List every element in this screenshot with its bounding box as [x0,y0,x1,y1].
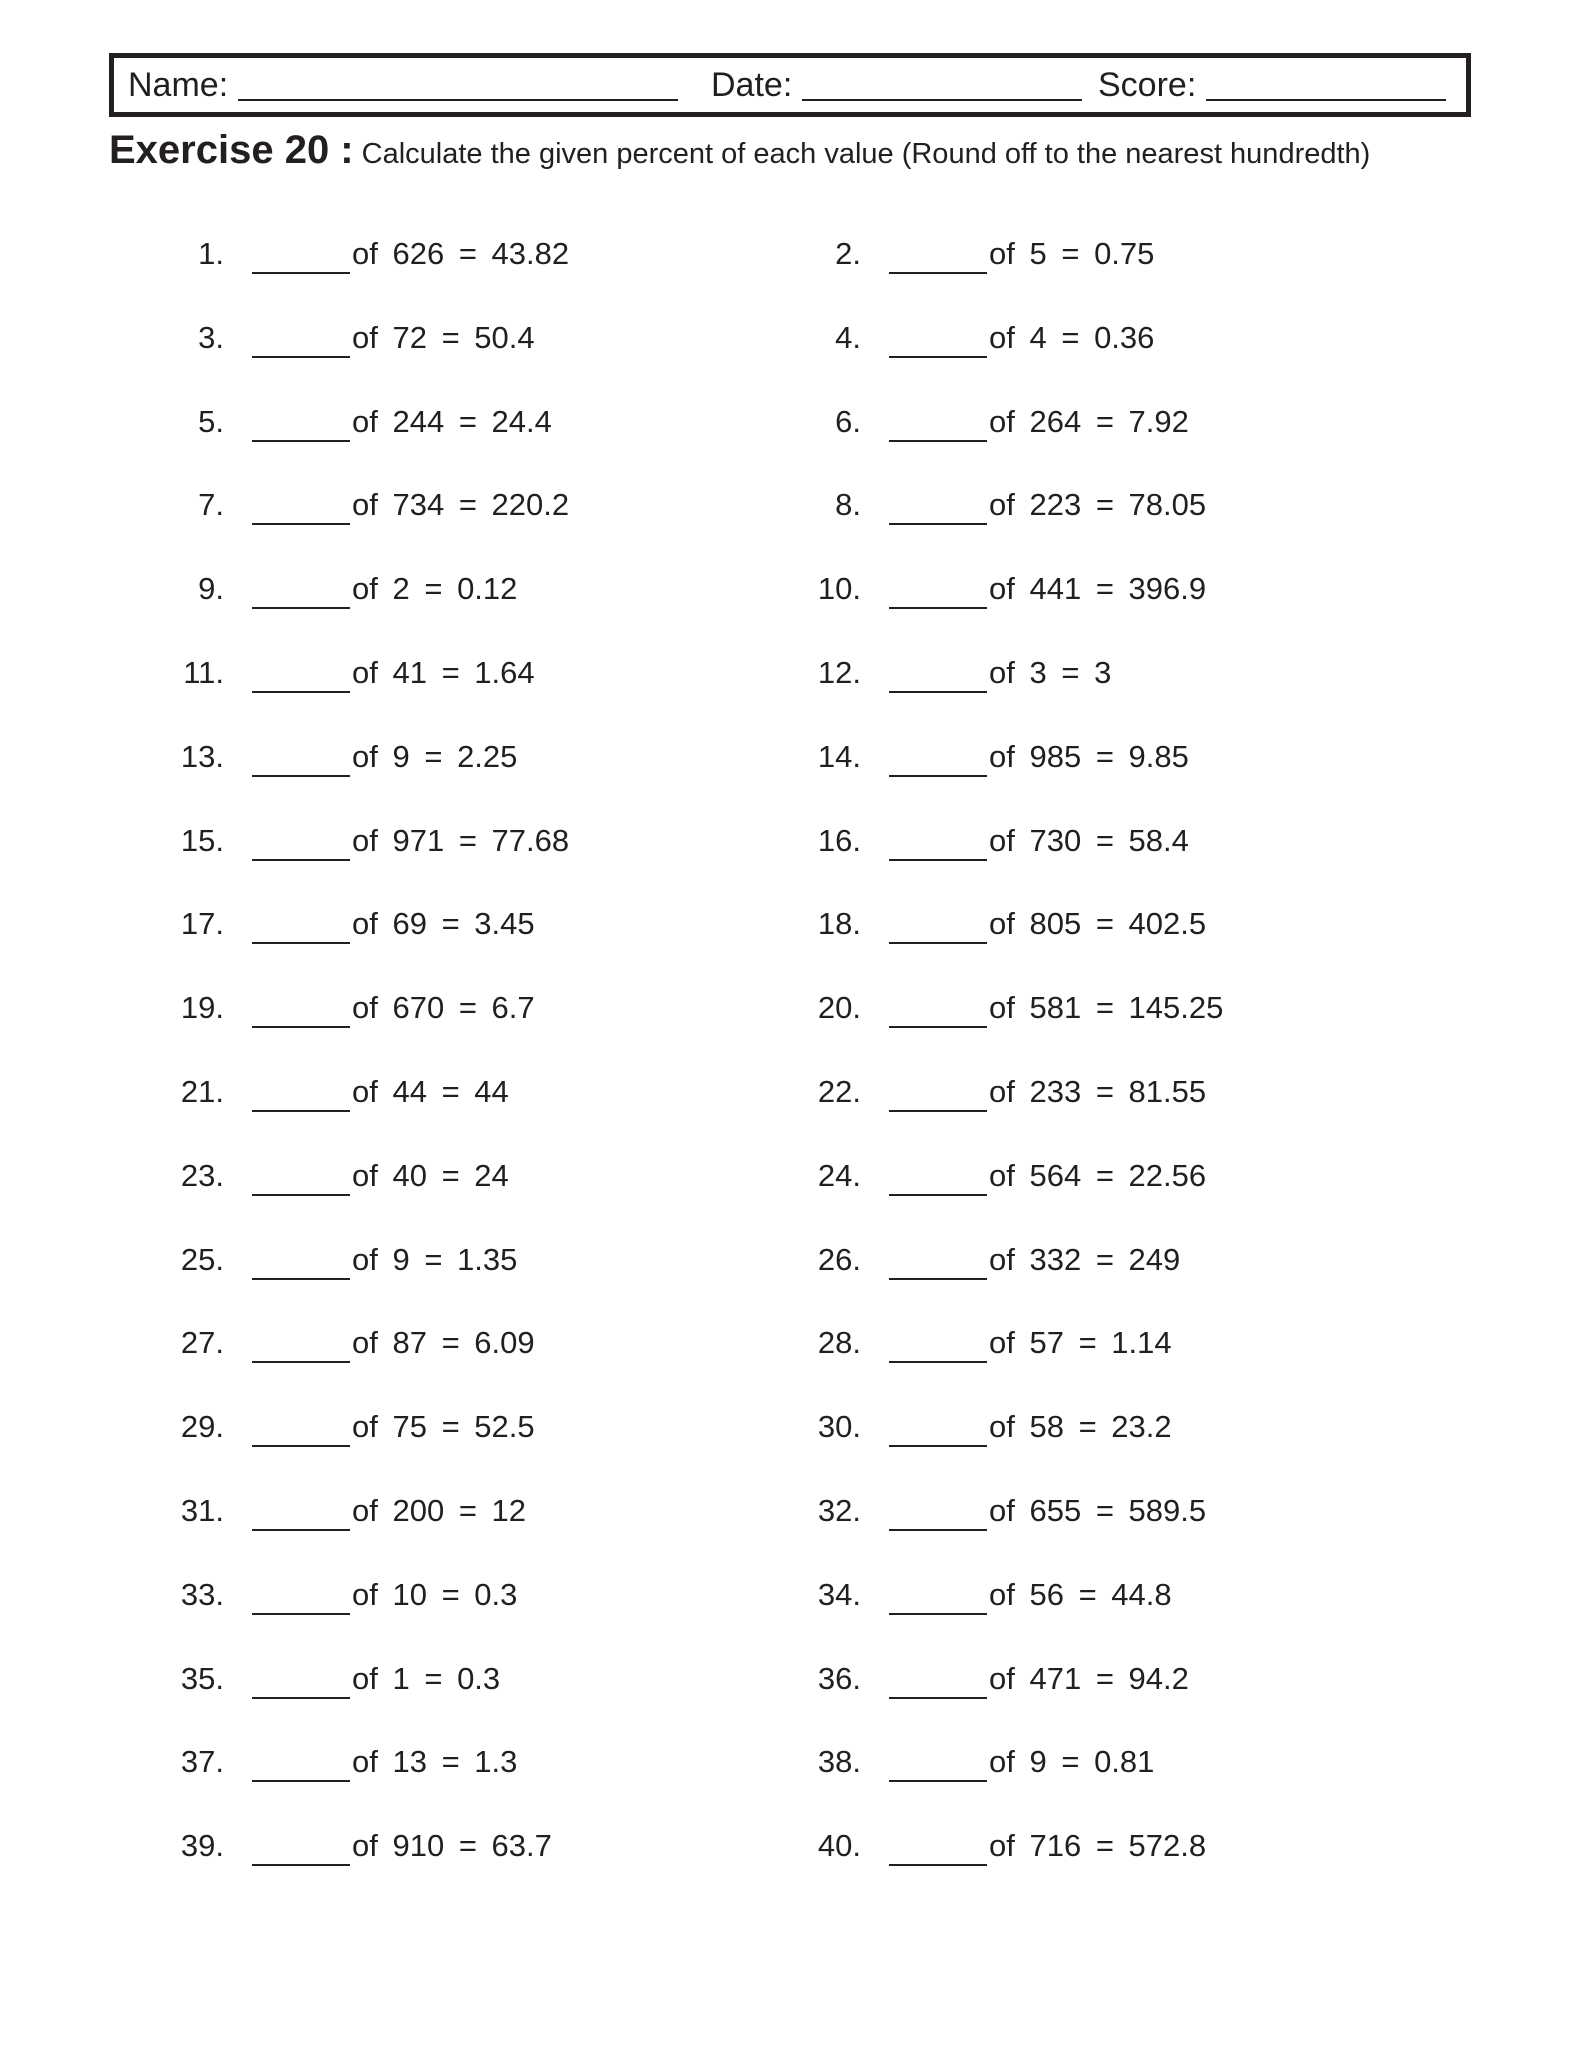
problem-number: 4. [835,319,861,355]
problem-expression [352,738,518,774]
equals-sign: = [1081,403,1129,439]
problem-result: 23.2 [1111,1409,1172,1445]
problem-value: 9 [1029,1744,1047,1780]
problem-number: 29. [180,1409,224,1445]
problem-expression [352,1325,535,1361]
problem-expression [989,319,1155,355]
problem-value: 730 [1029,822,1082,858]
problem-value: 655 [1029,1493,1082,1528]
exercise-heading: Exercise 20 : [109,128,354,172]
equals-sign: = [426,1074,475,1109]
answer-blank[interactable] [252,859,350,861]
problem-expression [352,906,535,942]
of-word: of [989,487,1030,523]
problem-value: 2 [392,571,410,607]
problem-result: 1.64 [474,655,535,690]
exercise-instruction: Calculate the given percent of each value (Round off to the nearest hundredth) [361,138,1371,170]
equals-sign: = [1081,571,1129,607]
problem-number: 18. [817,906,861,942]
problem-value: 581 [1029,990,1082,1026]
problem-value: 441 [1029,571,1082,607]
of-word: of [989,906,1030,942]
of-word: of [352,1828,393,1864]
problem-value: 3 [1029,655,1047,690]
answer-blank[interactable] [889,272,987,274]
problem-result: 0.75 [1094,236,1155,271]
answer-blank[interactable] [889,1278,987,1280]
problem-result: 0.3 [457,1660,501,1696]
answer-blank[interactable] [889,1780,987,1782]
problem-result: 43.82 [491,236,570,271]
problem-expression [352,403,552,439]
problem-expression [989,1157,1207,1193]
problem-value: 44 [392,1074,427,1109]
of-word: of [989,738,1030,774]
of-word: of [352,1576,393,1612]
problem-value: 734 [392,487,445,523]
problem-expression [989,1409,1172,1445]
equals-sign: = [426,655,475,690]
problem-value: 13 [392,1744,427,1780]
of-word: of [989,655,1030,690]
of-word: of [352,1744,393,1780]
problem-number: 5. [198,403,224,439]
problem-value: 332 [1029,1241,1082,1277]
problem-result: 78.05 [1128,487,1207,523]
of-word: of [989,319,1030,355]
answer-blank[interactable] [889,1194,987,1196]
problem-result: 24 [474,1157,509,1193]
of-word: of [352,738,393,774]
problem-value: 56 [1029,1576,1064,1612]
problem-result: 396.9 [1128,571,1207,607]
problem-expression [352,571,518,607]
problem-expression [352,238,569,269]
problem-result: 44.8 [1111,1576,1172,1612]
name-label: Name: [128,66,229,104]
equals-sign: = [1046,1744,1095,1780]
equals-sign: = [444,487,492,523]
problem-expression [989,906,1207,942]
problem-number: 19. [180,990,224,1026]
problem-expression [352,822,570,858]
problem-expression [352,1495,526,1526]
equals-sign: = [444,236,492,271]
answer-blank[interactable] [252,356,350,358]
problem-value: 87 [392,1325,427,1361]
problem-value: 670 [392,990,445,1026]
answer-blank[interactable] [252,1780,350,1782]
problem-result: 0.3 [474,1576,518,1612]
equals-sign: = [1046,655,1095,690]
problem-result: 3 [1094,655,1112,690]
answer-blank[interactable] [252,523,350,525]
problem-number: 34. [817,1576,861,1612]
of-word: of [352,822,393,858]
equals-sign: = [426,1576,475,1612]
problem-expression [989,657,1111,688]
equals-sign: = [1063,1325,1112,1361]
problem-number: 9. [198,571,224,607]
answer-blank[interactable] [252,942,350,944]
problem-number: 24. [817,1157,861,1193]
answer-blank[interactable] [889,440,987,442]
problem-value: 9 [392,738,410,774]
equals-sign: = [1063,1576,1112,1612]
problem-value: 1 [392,1660,410,1696]
equals-sign: = [1046,236,1095,271]
equals-sign: = [1063,1409,1112,1445]
problem-expression [989,1828,1207,1864]
of-word: of [352,1325,393,1361]
equals-sign: = [409,1241,458,1277]
of-word: of [989,1409,1030,1445]
of-word: of [352,1241,393,1277]
problem-value: 5 [1029,236,1047,271]
problem-value: 41 [392,655,427,690]
problem-number: 32. [817,1493,861,1528]
answer-blank[interactable] [889,859,987,861]
exercise-title [109,130,1370,170]
problem-value: 4 [1029,319,1047,355]
problem-value: 564 [1029,1157,1082,1193]
problem-value: 57 [1029,1325,1064,1361]
equals-sign: = [1081,487,1129,523]
answer-blank[interactable] [252,1864,350,1866]
problem-result: 52.5 [474,1409,535,1445]
date-line[interactable] [802,98,1082,101]
problem-number: 28. [817,1325,861,1361]
problem-result: 3.45 [474,906,535,942]
problem-value: 471 [1029,1660,1082,1696]
problem-number: 38. [817,1744,861,1780]
of-word: of [352,236,393,271]
problem-result: 81.55 [1128,1074,1207,1109]
answer-blank[interactable] [889,1864,987,1866]
equals-sign: = [426,1325,475,1361]
problem-number: 40. [817,1828,861,1864]
problem-number: 25. [180,1241,224,1277]
answer-blank[interactable] [252,1361,350,1363]
problem-result: 24.4 [491,403,552,439]
equals-sign: = [1081,1074,1129,1109]
name-field[interactable] [128,58,678,112]
problem-value: 69 [392,906,427,942]
equals-sign: = [444,1493,492,1528]
of-word: of [989,1493,1030,1528]
problem-expression [989,822,1189,858]
problem-value: 626 [392,236,445,271]
equals-sign: = [1081,822,1129,858]
problem-result: 6.09 [474,1325,535,1361]
problem-result: 0.36 [1094,319,1155,355]
of-word: of [989,990,1030,1026]
answer-blank[interactable] [889,1445,987,1447]
equals-sign: = [426,1157,475,1193]
equals-sign: = [1081,990,1129,1026]
problem-expression [989,1660,1189,1696]
problem-value: 10 [392,1576,427,1612]
problem-value: 200 [392,1493,445,1528]
answer-blank[interactable] [889,775,987,777]
of-word: of [352,487,393,523]
answer-blank[interactable] [252,775,350,777]
problem-number: 8. [835,487,861,523]
of-word: of [352,1660,393,1696]
problem-expression [989,1241,1181,1277]
problem-result: 1.14 [1111,1325,1172,1361]
problem-expression [989,571,1207,607]
problem-value: 9 [392,1241,410,1277]
score-field[interactable] [1098,58,1446,112]
problem-number: 37. [180,1744,224,1780]
problem-expression [352,1576,518,1612]
problem-number: 11. [183,655,224,690]
problem-number: 14. [817,738,861,774]
of-word: of [352,319,393,355]
problem-number: 31. [180,1493,224,1528]
problem-expression [352,1828,552,1864]
problem-value: 971 [392,822,445,858]
problem-number: 20. [817,990,861,1026]
problem-number: 6. [835,403,861,439]
problem-result: 220.2 [491,487,570,523]
problem-expression [352,990,535,1026]
problem-result: 22.56 [1128,1157,1207,1193]
of-word: of [352,655,393,690]
equals-sign: = [1081,1660,1129,1696]
of-word: of [989,1744,1030,1780]
problem-result: 6.7 [491,990,535,1026]
of-word: of [352,403,393,439]
of-word: of [989,1660,1030,1696]
of-word: of [352,571,393,607]
answer-blank[interactable] [889,1613,987,1615]
answer-blank[interactable] [252,1278,350,1280]
problem-expression [352,1660,501,1696]
problem-number: 3. [198,319,224,355]
answer-blank[interactable] [252,1613,350,1615]
problem-expression [989,238,1154,269]
problem-value: 40 [392,1157,427,1193]
problem-number: 27. [180,1325,224,1361]
equals-sign: = [426,906,475,942]
of-word: of [989,1074,1030,1109]
problem-result: 44 [474,1074,509,1109]
problem-expression [989,738,1189,774]
answer-blank[interactable] [252,1110,350,1112]
answer-blank[interactable] [889,1361,987,1363]
problem-expression [989,1576,1172,1612]
problem-number: 33. [180,1576,224,1612]
problem-value: 223 [1029,487,1082,523]
equals-sign: = [1081,738,1129,774]
answer-blank[interactable] [889,1110,987,1112]
problem-result: 63.7 [491,1828,552,1864]
problem-expression [989,1495,1206,1526]
problem-result: 9.85 [1128,738,1189,774]
problem-result: 145.25 [1128,990,1224,1026]
problem-result: 402.5 [1128,906,1207,942]
answer-blank[interactable] [889,1026,987,1028]
of-word: of [989,822,1030,858]
problem-result: 7.92 [1128,403,1189,439]
problem-value: 805 [1029,906,1082,942]
of-word: of [989,1157,1030,1193]
problem-number: 23. [180,1157,224,1193]
problem-expression [352,1157,509,1193]
problem-result: 589.5 [1128,1493,1207,1528]
problem-number: 7. [198,487,224,523]
answer-blank[interactable] [252,1194,350,1196]
problem-result: 0.81 [1094,1744,1155,1780]
problem-expression [352,319,535,355]
problem-number: 36. [817,1660,861,1696]
problem-result: 249 [1128,1241,1181,1277]
problem-result: 0.12 [457,571,518,607]
name-line[interactable] [238,98,678,101]
answer-blank[interactable] [889,356,987,358]
problem-number: 17. [180,906,224,942]
problem-value: 244 [392,403,445,439]
problem-value: 910 [392,1828,445,1864]
equals-sign: = [444,822,492,858]
answer-blank[interactable] [252,607,350,609]
problem-number: 15. [180,822,224,858]
problem-expression [989,990,1224,1026]
equals-sign: = [426,319,475,355]
answer-blank[interactable] [252,1026,350,1028]
answer-blank[interactable] [252,1697,350,1699]
problem-expression [352,1241,518,1277]
problem-result: 77.68 [491,822,570,858]
problem-expression [989,487,1207,523]
score-label: Score: [1098,66,1197,104]
problem-result: 12 [491,1493,527,1528]
problem-number: 1. [198,236,224,271]
problem-number: 30. [817,1409,861,1445]
score-line[interactable] [1206,98,1446,101]
equals-sign: = [1081,1828,1129,1864]
problem-expression [989,1076,1206,1107]
problem-value: 716 [1029,1828,1082,1864]
problem-expression [352,657,535,688]
problem-result: 1.3 [474,1744,518,1780]
problem-expression [352,1409,535,1445]
problem-number: 2. [835,236,861,271]
equals-sign: = [426,1744,475,1780]
of-word: of [352,1074,393,1109]
answer-blank[interactable] [889,607,987,609]
problem-expression [989,403,1189,439]
answer-blank[interactable] [889,691,987,693]
problem-number: 26. [817,1241,861,1277]
problem-expression [352,487,570,523]
problem-expression [352,1076,509,1107]
problem-number: 35. [180,1660,224,1696]
of-word: of [989,1241,1030,1277]
equals-sign: = [1081,906,1129,942]
problem-number: 16. [817,822,861,858]
problem-expression [989,1325,1172,1361]
answer-blank[interactable] [252,1445,350,1447]
header-box [109,53,1471,117]
problem-number: 22. [817,1074,861,1109]
equals-sign: = [409,738,458,774]
problem-result: 1.35 [457,1241,518,1277]
equals-sign: = [1081,1493,1129,1528]
problem-result: 58.4 [1128,822,1189,858]
of-word: of [989,403,1030,439]
equals-sign: = [444,990,492,1026]
problem-value: 985 [1029,738,1082,774]
of-word: of [352,990,393,1026]
answer-blank[interactable] [252,691,350,693]
of-word: of [352,906,393,942]
problem-result: 94.2 [1128,1660,1189,1696]
equals-sign: = [409,571,458,607]
answer-blank[interactable] [889,942,987,944]
answer-blank[interactable] [252,440,350,442]
equals-sign: = [1046,319,1095,355]
date-label: Date: [711,66,793,104]
problem-result: 50.4 [474,319,535,355]
problem-value: 233 [1029,1074,1082,1109]
of-word: of [989,236,1030,271]
problem-result: 2.25 [457,738,518,774]
answer-blank[interactable] [889,523,987,525]
problem-value: 75 [392,1409,427,1445]
equals-sign: = [1081,1157,1129,1193]
problem-value: 264 [1029,403,1082,439]
of-word: of [352,1409,393,1445]
of-word: of [989,1325,1030,1361]
answer-blank[interactable] [889,1697,987,1699]
of-word: of [352,1493,393,1528]
problem-number: 39. [180,1828,224,1864]
equals-sign: = [409,1660,458,1696]
of-word: of [989,1576,1030,1612]
equals-sign: = [426,1409,475,1445]
of-word: of [352,1157,393,1193]
problem-expression [989,1744,1155,1780]
problem-result: 572.8 [1128,1828,1207,1864]
answer-blank[interactable] [252,272,350,274]
problem-expression [352,1744,518,1780]
problem-value: 72 [392,319,427,355]
problem-number: 21. [180,1074,224,1109]
problem-number: 10. [817,571,861,607]
date-field[interactable] [711,58,1082,112]
of-word: of [989,1828,1030,1864]
equals-sign: = [444,1828,492,1864]
problem-value: 58 [1029,1409,1064,1445]
answer-blank[interactable] [252,1529,350,1531]
problem-number: 12. [817,655,861,690]
of-word: of [989,571,1030,607]
problem-number: 13. [180,738,224,774]
answer-blank[interactable] [889,1529,987,1531]
equals-sign: = [444,403,492,439]
equals-sign: = [1081,1241,1129,1277]
